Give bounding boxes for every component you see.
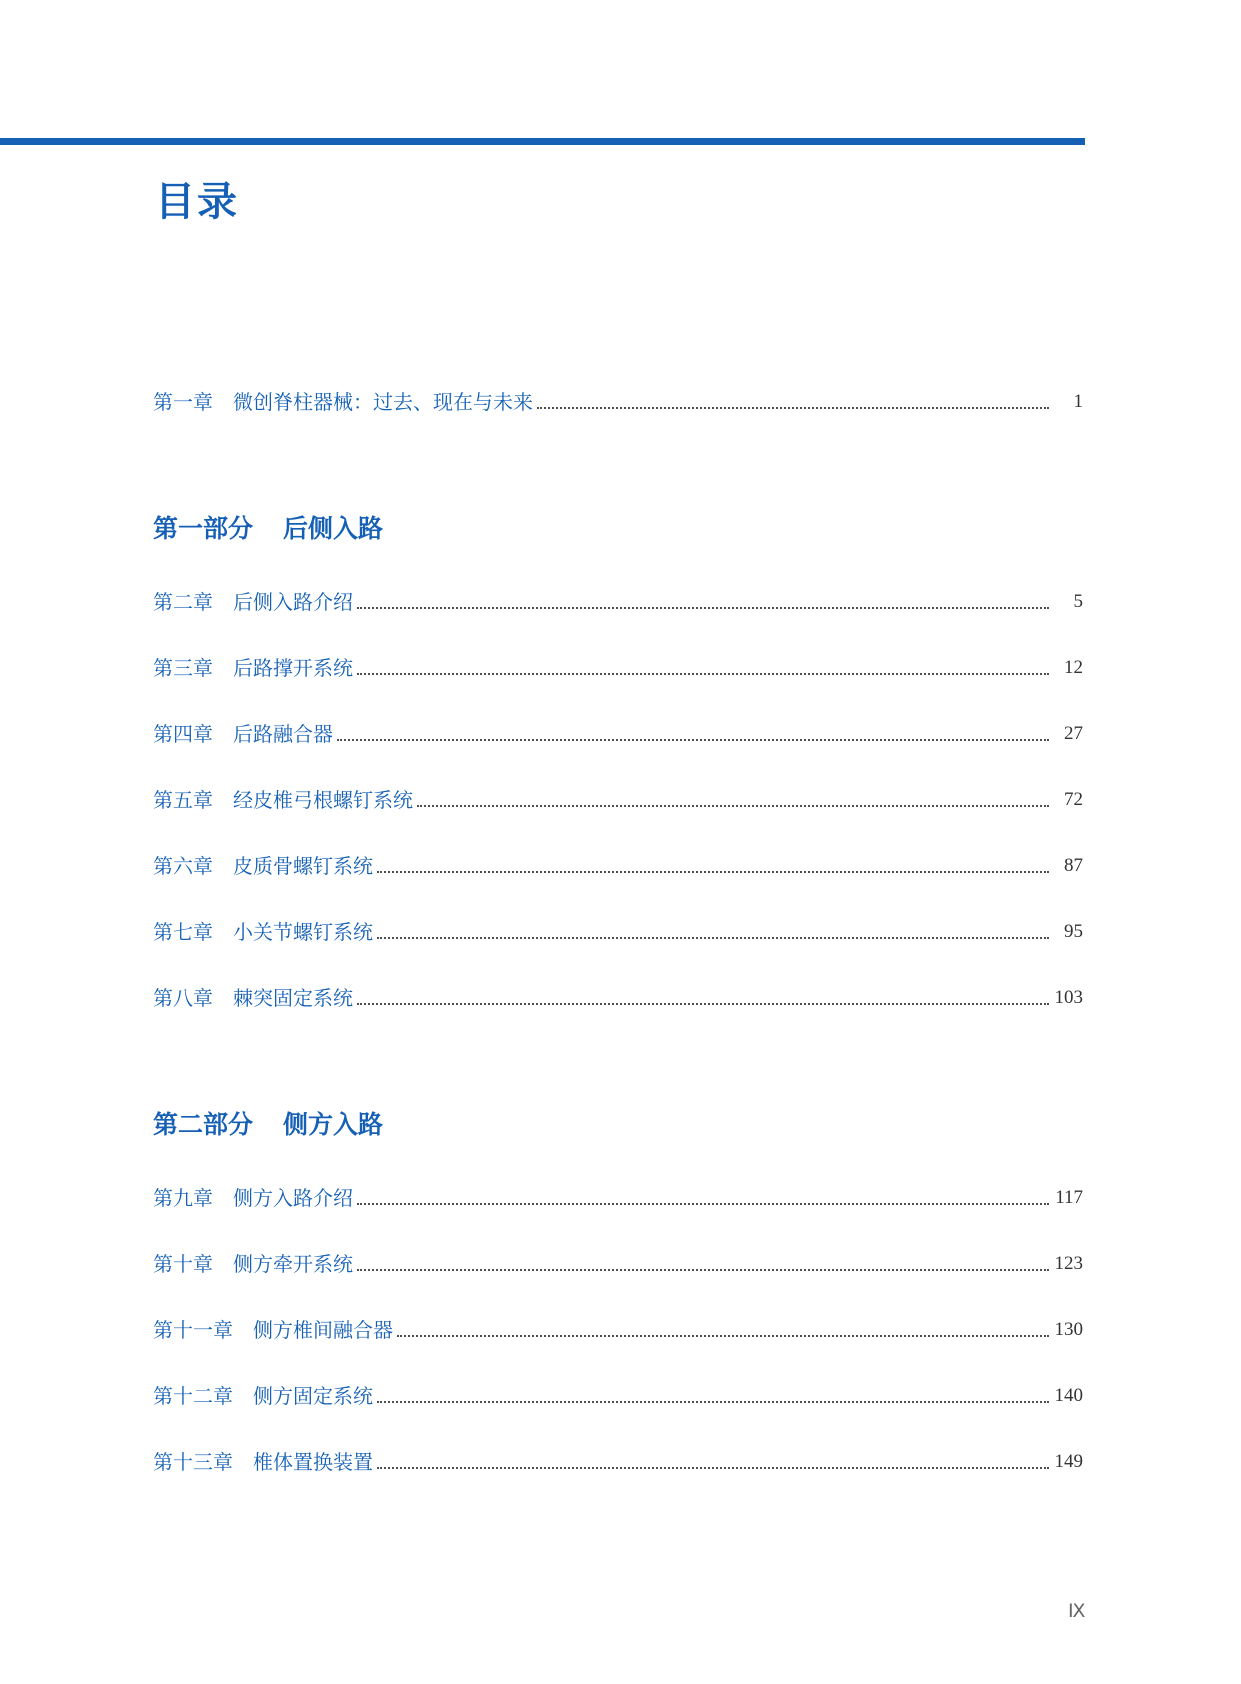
toc-entry-chapter-2[interactable] xyxy=(153,581,1083,615)
part-heading-2 xyxy=(153,1105,383,1141)
dot-leader xyxy=(337,739,1049,741)
dot-leader xyxy=(537,407,1049,409)
toc-entry-chapter-12[interactable] xyxy=(153,1375,1083,1409)
part-number: 第二部分 xyxy=(153,1110,254,1139)
chapter-title: 棘突固定系统 xyxy=(233,986,353,1010)
dot-leader xyxy=(357,607,1049,609)
page-number: 140 xyxy=(1054,1385,1083,1406)
chapter-number: 第十章 xyxy=(153,1252,213,1276)
chapter-number: 第八章 xyxy=(153,986,213,1010)
chapter-number: 第六章 xyxy=(153,854,213,878)
toc-entry-chapter-13[interactable] xyxy=(153,1441,1083,1475)
chapter-number: 第十一章 xyxy=(153,1318,233,1342)
chapter-title: 微创脊柱器械：过去、现在与未来 xyxy=(233,390,533,414)
page-number: 27 xyxy=(1064,723,1083,744)
header-rule xyxy=(0,138,1085,145)
chapter-title: 侧方椎间融合器 xyxy=(253,1318,393,1342)
page-number: 149 xyxy=(1054,1451,1083,1472)
dot-leader xyxy=(357,1203,1049,1205)
chapter-number: 第十二章 xyxy=(153,1384,233,1408)
toc-entry-chapter-1[interactable] xyxy=(153,381,1083,415)
toc-entry-chapter-7[interactable] xyxy=(153,911,1083,945)
toc-entry-chapter-9[interactable] xyxy=(153,1177,1083,1211)
toc-entry-chapter-8[interactable] xyxy=(153,977,1083,1011)
dot-leader xyxy=(377,1467,1049,1469)
page-number: 130 xyxy=(1054,1319,1083,1340)
page-number: 123 xyxy=(1054,1253,1083,1274)
dot-leader xyxy=(377,1401,1049,1403)
page-number: 95 xyxy=(1064,921,1083,942)
chapter-title: 侧方入路介绍 xyxy=(233,1186,353,1210)
dot-leader xyxy=(357,1269,1049,1271)
dot-leader xyxy=(377,871,1049,873)
chapter-title: 后侧入路介绍 xyxy=(233,590,353,614)
page-number: 12 xyxy=(1064,657,1083,678)
part-title: 后侧入路 xyxy=(283,514,384,543)
dot-leader xyxy=(377,937,1049,939)
chapter-title: 侧方牵开系统 xyxy=(233,1252,353,1276)
part-number: 第一部分 xyxy=(153,514,254,543)
chapter-number: 第十三章 xyxy=(153,1450,233,1474)
toc-entry-chapter-3[interactable] xyxy=(153,647,1083,681)
toc-entry-chapter-6[interactable] xyxy=(153,845,1083,879)
chapter-title: 皮质骨螺钉系统 xyxy=(233,854,373,878)
chapter-number: 第二章 xyxy=(153,590,213,614)
page-number: 103 xyxy=(1054,987,1083,1008)
part-heading-1 xyxy=(153,509,383,545)
toc-entry-chapter-5[interactable] xyxy=(153,779,1083,813)
chapter-number: 第五章 xyxy=(153,788,213,812)
page-number: 1 xyxy=(1073,391,1083,412)
dot-leader xyxy=(357,1003,1049,1005)
chapter-title: 后路撑开系统 xyxy=(233,656,353,680)
chapter-title: 经皮椎弓根螺钉系统 xyxy=(233,788,413,812)
page-number: 5 xyxy=(1073,591,1083,612)
chapter-number: 第四章 xyxy=(153,722,213,746)
page-number: 72 xyxy=(1064,789,1083,810)
chapter-title: 小关节螺钉系统 xyxy=(233,920,373,944)
chapter-title: 侧方固定系统 xyxy=(253,1384,373,1408)
toc-entry-chapter-11[interactable] xyxy=(153,1309,1083,1343)
dot-leader xyxy=(417,805,1049,807)
toc-entry-chapter-10[interactable] xyxy=(153,1243,1083,1277)
page-folio: Ⅸ xyxy=(1068,1600,1087,1622)
chapter-title: 椎体置换装置 xyxy=(253,1450,373,1474)
part-title: 侧方入路 xyxy=(283,1110,384,1139)
dot-leader xyxy=(397,1335,1049,1337)
page-number: 117 xyxy=(1055,1187,1083,1208)
chapter-title: 后路融合器 xyxy=(233,722,333,746)
page-title: 目录 xyxy=(155,179,239,225)
chapter-number: 第一章 xyxy=(153,390,213,414)
page-number: 87 xyxy=(1064,855,1083,876)
chapter-number: 第九章 xyxy=(153,1186,213,1210)
chapter-number: 第七章 xyxy=(153,920,213,944)
chapter-number: 第三章 xyxy=(153,656,213,680)
toc-entry-chapter-4[interactable] xyxy=(153,713,1083,747)
dot-leader xyxy=(357,673,1049,675)
